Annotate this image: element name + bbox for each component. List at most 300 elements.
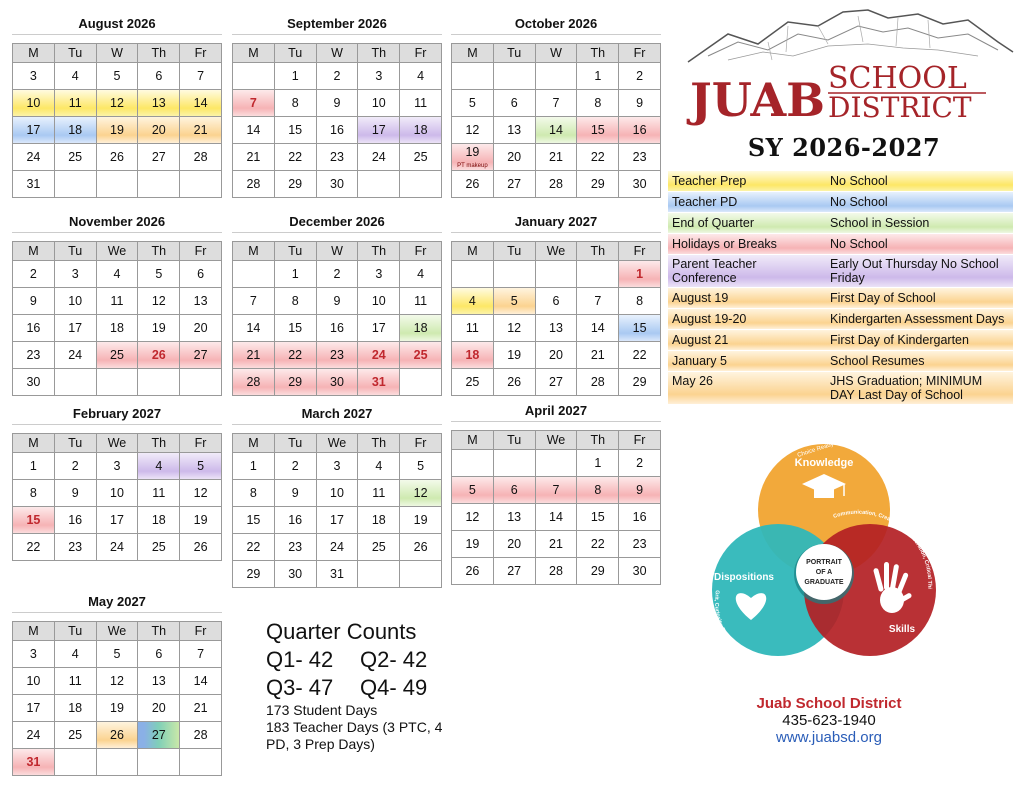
day-cell [275, 171, 317, 198]
day-number: 2 [636, 456, 644, 470]
day-cell [275, 534, 317, 561]
logo-school-text: SCHOOL [828, 61, 967, 96]
day-cell [13, 171, 55, 198]
day-cell [55, 342, 97, 369]
week-row [13, 453, 222, 480]
day-number: 21 [549, 537, 563, 551]
day-cell [494, 117, 536, 144]
week-row [233, 90, 442, 117]
day-cell [13, 63, 55, 90]
month-title: September 2026 [232, 12, 442, 35]
empty-day-cell [358, 171, 400, 198]
day-number: 21 [549, 150, 563, 164]
day-number: 9 [71, 486, 79, 500]
day-cell [233, 342, 275, 369]
day-cell [400, 144, 442, 171]
day-cell [180, 261, 222, 288]
day-cell [400, 507, 442, 534]
day-cell [577, 450, 619, 477]
week-row [452, 558, 661, 585]
weekday-label: W [317, 242, 359, 261]
day-cell [317, 90, 359, 117]
day-number: 28 [549, 564, 563, 578]
day-number: 23 [632, 537, 647, 551]
legend-description: First Day of School [830, 291, 936, 305]
day-number: 1 [636, 267, 644, 281]
weekday-header [233, 434, 442, 453]
day-number: 7 [249, 294, 257, 308]
day-number: 11 [372, 486, 386, 500]
day-cell [55, 507, 97, 534]
day-cell [233, 453, 275, 480]
month-title: August 2026 [12, 12, 222, 35]
day-cell [619, 450, 661, 477]
mountain-logo-graphic [668, 4, 1020, 126]
day-number: 25 [465, 375, 480, 389]
weekday-label: M [13, 242, 55, 261]
day-number: 27 [151, 728, 166, 742]
empty-day-cell [55, 369, 97, 396]
legend-label: August 21 [672, 333, 729, 347]
center-line-3: GRADUATE [804, 579, 844, 586]
day-cell [358, 315, 400, 342]
legend-label: January 5 [672, 354, 727, 368]
day-cell [317, 144, 359, 171]
day-number: 18 [68, 701, 83, 715]
day-number: 8 [29, 486, 37, 500]
day-cell [180, 453, 222, 480]
day-cell [275, 144, 317, 171]
weekday-header [452, 431, 661, 450]
day-number: 7 [594, 294, 602, 308]
day-cell [97, 63, 139, 90]
empty-day-cell [97, 749, 139, 776]
day-number: 10 [371, 294, 386, 308]
week-row [13, 749, 222, 776]
day-cell [180, 641, 222, 668]
day-cell [494, 144, 536, 171]
skills-label: Skills [888, 624, 916, 635]
day-number: 23 [330, 150, 344, 164]
day-cell [619, 315, 661, 342]
day-number: 12 [110, 96, 124, 110]
day-cell [619, 558, 661, 585]
week-row [452, 63, 661, 90]
month-april-2027 [451, 399, 661, 585]
month-grid [232, 241, 442, 396]
weekday-label: M [13, 622, 55, 641]
day-cell [536, 477, 578, 504]
day-number: 19 [193, 513, 208, 527]
week-row [13, 507, 222, 534]
day-number: 1 [594, 69, 602, 83]
day-number: 8 [636, 294, 644, 308]
weekday-label: Th [358, 434, 400, 453]
day-number: 27 [193, 348, 208, 362]
day-number: 7 [552, 96, 560, 110]
day-number: 14 [246, 123, 261, 137]
legend-row [668, 171, 1013, 192]
day-cell [452, 558, 494, 585]
empty-day-cell [55, 749, 97, 776]
empty-day-cell [494, 450, 536, 477]
day-number: 21 [193, 123, 208, 137]
day-cell [619, 90, 661, 117]
district-contact [704, 695, 954, 746]
day-number: 6 [197, 267, 205, 281]
day-cell [536, 531, 578, 558]
day-cell [536, 90, 578, 117]
day-number: 12 [465, 510, 480, 524]
week-row [452, 261, 661, 288]
day-number: 22 [590, 537, 605, 551]
weekday-label: M [452, 242, 494, 261]
day-cell [180, 144, 222, 171]
month-title: January 2027 [451, 210, 661, 233]
day-number: 11 [414, 96, 428, 110]
day-cell [233, 144, 275, 171]
weekday-label: We [97, 434, 139, 453]
day-cell [536, 144, 578, 171]
day-cell [452, 477, 494, 504]
day-cell [55, 144, 97, 171]
day-cell [400, 534, 442, 561]
day-cell [494, 90, 536, 117]
day-number: 25 [68, 150, 83, 164]
day-cell [494, 342, 536, 369]
day-number: 7 [197, 69, 205, 83]
weekday-label: Tu [494, 431, 536, 450]
day-cell [619, 63, 661, 90]
day-number: 14 [590, 321, 605, 335]
weekday-label: Th [138, 44, 180, 63]
day-number: 15 [246, 513, 261, 527]
weekday-label: M [233, 242, 275, 261]
day-number: 25 [151, 540, 166, 554]
week-row [13, 288, 222, 315]
day-number: 14 [246, 321, 261, 335]
day-cell [577, 315, 619, 342]
weekday-label: Fr [619, 431, 661, 450]
week-row [13, 342, 222, 369]
legend-row [668, 330, 1013, 351]
day-cell [577, 558, 619, 585]
contact-name: Juab School District [756, 695, 902, 712]
weekday-header [13, 44, 222, 63]
day-cell [97, 90, 139, 117]
day-cell [452, 144, 494, 171]
weekday-label: Tu [494, 44, 536, 63]
week-row [452, 504, 661, 531]
quarter-counts [266, 618, 466, 753]
month-grid [232, 433, 442, 588]
week-row [13, 144, 222, 171]
day-number: 2 [333, 267, 341, 281]
day-number: 19 [507, 348, 522, 362]
day-cell [180, 342, 222, 369]
day-cell [138, 261, 180, 288]
day-number: 11 [110, 294, 124, 308]
day-number: 24 [330, 540, 344, 554]
day-cell [577, 117, 619, 144]
day-number: 5 [417, 459, 425, 473]
day-cell [400, 480, 442, 507]
day-number: 19 [110, 701, 124, 715]
legend-label: August 19-20 [672, 312, 747, 326]
day-number: 11 [68, 96, 82, 110]
day-number: 26 [413, 540, 428, 554]
day-cell [13, 288, 55, 315]
day-cell [452, 342, 494, 369]
day-number: 2 [333, 69, 341, 83]
teacher-days: 183 Teacher Days (3 PTC, 4 PD, 3 Prep Days) [266, 719, 443, 752]
q3-count: Q3- 47 [266, 675, 334, 700]
day-number: 4 [375, 459, 383, 473]
day-cell [138, 722, 180, 749]
day-number: 28 [193, 728, 208, 742]
day-cell [400, 288, 442, 315]
week-row [233, 369, 442, 396]
day-number: 24 [371, 150, 386, 164]
day-number: 16 [68, 513, 83, 527]
weekday-label: Th [138, 434, 180, 453]
center-line-1: PORTRAIT [806, 559, 842, 566]
day-number: 10 [330, 486, 344, 500]
weekday-label: Th [358, 242, 400, 261]
day-cell [275, 561, 317, 588]
legend-label: Parent Teacher Conference [672, 257, 757, 285]
day-cell [138, 288, 180, 315]
day-number: 19 [413, 513, 428, 527]
day-number: 31 [26, 755, 41, 769]
day-number: 29 [590, 177, 605, 191]
day-cell [317, 171, 359, 198]
day-cell [317, 315, 359, 342]
day-cell [400, 261, 442, 288]
day-number: 3 [375, 267, 383, 281]
day-cell [400, 342, 442, 369]
empty-day-cell [233, 261, 275, 288]
day-number: 4 [113, 267, 121, 281]
day-number: 15 [590, 123, 605, 137]
day-number: 8 [594, 483, 602, 497]
day-cell [275, 507, 317, 534]
month-grid [12, 43, 222, 198]
weekday-label: Th [138, 242, 180, 261]
day-number: 2 [636, 69, 644, 83]
month-november-2026 [12, 210, 222, 396]
weekday-label: Th [577, 431, 619, 450]
day-cell [55, 695, 97, 722]
day-number: 31 [330, 567, 344, 581]
month-grid [451, 430, 661, 585]
contact-website[interactable]: www.juabsd.org [776, 729, 882, 746]
day-number: 29 [632, 375, 647, 389]
day-number: 9 [333, 96, 341, 110]
day-cell [138, 480, 180, 507]
day-cell [494, 504, 536, 531]
day-cell [619, 288, 661, 315]
week-row [13, 534, 222, 561]
day-cell [452, 531, 494, 558]
day-cell [452, 504, 494, 531]
day-number: 20 [549, 348, 563, 362]
day-cell [55, 641, 97, 668]
day-cell [138, 695, 180, 722]
month-title: February 2027 [12, 402, 222, 425]
day-number: 25 [68, 728, 83, 742]
weekday-label: Fr [180, 622, 222, 641]
day-cell [494, 315, 536, 342]
day-number: 22 [288, 348, 303, 362]
day-number: 7 [249, 96, 257, 110]
day-number: 27 [507, 177, 522, 191]
day-number: 17 [371, 321, 386, 335]
legend-row [668, 213, 1013, 234]
day-cell [275, 288, 317, 315]
legend-label: Teacher PD [672, 195, 738, 209]
day-cell [138, 453, 180, 480]
day-number: 16 [632, 123, 647, 137]
day-cell [400, 453, 442, 480]
weekday-label: Th [577, 44, 619, 63]
day-number: 19 [110, 123, 124, 137]
week-row [13, 722, 222, 749]
day-cell [97, 534, 139, 561]
day-cell [13, 117, 55, 144]
day-cell [13, 261, 55, 288]
day-number: 3 [29, 69, 37, 83]
day-number: 4 [71, 647, 79, 661]
day-cell [452, 369, 494, 396]
day-number: 13 [507, 123, 522, 137]
weekday-header [452, 242, 661, 261]
day-number: 26 [193, 540, 208, 554]
day-cell [233, 288, 275, 315]
day-number: 15 [288, 321, 303, 335]
day-cell [275, 315, 317, 342]
day-cell [358, 117, 400, 144]
day-number: 30 [26, 375, 41, 389]
day-cell [275, 117, 317, 144]
day-number: 28 [193, 150, 208, 164]
empty-day-cell [138, 749, 180, 776]
day-number: 1 [29, 459, 37, 473]
day-cell [358, 480, 400, 507]
month-title: April 2027 [451, 399, 661, 422]
day-cell [13, 749, 55, 776]
weekday-label: W [97, 44, 139, 63]
skills-arc-text: Communication, Creativity, Collaboration, Critical Thi [832, 509, 933, 590]
day-number: 24 [26, 728, 41, 742]
day-cell [619, 504, 661, 531]
day-number: 13 [151, 674, 166, 688]
day-cell [55, 722, 97, 749]
day-number: 28 [549, 177, 563, 191]
day-cell [13, 534, 55, 561]
dispositions-label: Dispositions [713, 572, 775, 583]
day-cell [55, 534, 97, 561]
day-cell [97, 453, 139, 480]
day-number: 18 [413, 123, 428, 137]
week-row [233, 507, 442, 534]
day-cell [619, 477, 661, 504]
day-cell [233, 117, 275, 144]
dispositions-arc-text: Grit, Curiosity, Resilience, Teamwork, Leade p [713, 589, 794, 670]
day-cell [55, 117, 97, 144]
week-row [233, 117, 442, 144]
weekday-label: M [233, 44, 275, 63]
day-number: 26 [507, 375, 522, 389]
day-cell [452, 288, 494, 315]
day-number: 11 [152, 486, 166, 500]
day-number: 10 [371, 96, 386, 110]
week-row [452, 144, 661, 171]
day-cell [97, 722, 139, 749]
weekday-label: Th [577, 242, 619, 261]
day-number: 20 [507, 537, 522, 551]
day-number: 12 [413, 486, 428, 500]
weekday-header [13, 242, 222, 261]
day-cell [317, 342, 359, 369]
day-number: 3 [113, 459, 121, 473]
month-grid [12, 241, 222, 396]
weekday-label: Tu [55, 242, 97, 261]
day-cell [619, 117, 661, 144]
day-cell [536, 369, 578, 396]
empty-day-cell [358, 561, 400, 588]
week-row [13, 369, 222, 396]
empty-day-cell [180, 369, 222, 396]
day-number: 23 [288, 540, 303, 554]
month-august-2026 [12, 12, 222, 198]
day-cell [536, 288, 578, 315]
day-number: 14 [549, 123, 563, 137]
legend-label: End of Quarter [672, 216, 754, 230]
legend-row [668, 255, 1013, 288]
weekday-label: Fr [180, 44, 222, 63]
day-cell [13, 453, 55, 480]
empty-day-cell [452, 261, 494, 288]
day-number: 6 [510, 483, 518, 497]
day-cell [13, 144, 55, 171]
day-number: 2 [71, 459, 79, 473]
day-number: 1 [594, 456, 602, 470]
week-row [452, 531, 661, 558]
day-cell [400, 315, 442, 342]
day-number: 12 [110, 674, 124, 688]
month-may-2027 [12, 590, 222, 776]
week-row [13, 90, 222, 117]
day-cell [275, 453, 317, 480]
day-cell [577, 144, 619, 171]
week-row [13, 261, 222, 288]
legend-description: JHS Graduation; MINIMUM DAY Last Day of School [830, 374, 983, 402]
weekday-header [452, 44, 661, 63]
day-cell [55, 668, 97, 695]
day-number: 9 [636, 483, 644, 497]
empty-day-cell [452, 450, 494, 477]
day-number: 20 [151, 701, 166, 715]
week-row [13, 117, 222, 144]
day-cell [536, 558, 578, 585]
day-cell [317, 534, 359, 561]
week-row [13, 480, 222, 507]
day-cell [233, 534, 275, 561]
weekday-label: M [452, 44, 494, 63]
day-cell [536, 315, 578, 342]
day-number: 12 [151, 294, 166, 308]
